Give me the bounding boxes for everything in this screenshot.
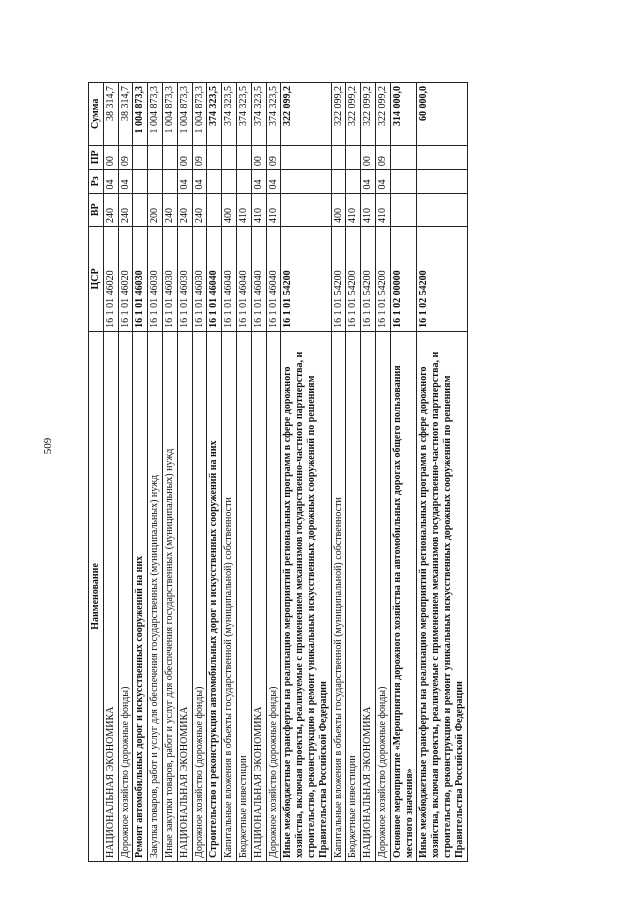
table-row bbox=[207, 83, 222, 862]
cell-rz bbox=[417, 170, 467, 193]
cell-rz bbox=[148, 170, 163, 193]
cell-rz: 04 bbox=[361, 170, 376, 193]
cell-rz bbox=[162, 170, 177, 193]
cell-sum: 374 323,5 bbox=[236, 83, 251, 146]
cell-sum: 322 099,2 bbox=[346, 83, 361, 146]
cell-sum: 374 323,5 bbox=[222, 83, 237, 146]
cell-pr bbox=[222, 145, 237, 170]
table-row bbox=[222, 83, 237, 862]
cell-vr: 240 bbox=[162, 193, 177, 226]
table-row bbox=[346, 83, 361, 862]
cell-sum: 374 323,5 bbox=[251, 83, 266, 146]
cell-sum: 1 004 873,3 bbox=[192, 83, 207, 146]
cell-pr bbox=[162, 145, 177, 170]
cell-name: Основное мероприятие «Мероприятия дорожного хозяйства на автомобильных дорогах общего пользования местного значения» bbox=[390, 331, 417, 861]
cell-rz: 04 bbox=[103, 170, 118, 193]
cell-name: Закупка товаров, работ и услуг для обеспечения государственных (муниципальных) нужд bbox=[148, 331, 163, 861]
cell-vr: 410 bbox=[251, 193, 266, 226]
cell-pr: 00 bbox=[177, 145, 192, 170]
cell-csr: 16 1 01 54200 bbox=[281, 226, 331, 331]
cell-rz: 04 bbox=[192, 170, 207, 193]
cell-rz bbox=[236, 170, 251, 193]
cell-pr bbox=[390, 145, 417, 170]
cell-csr: 16 1 01 46040 bbox=[236, 226, 251, 331]
header-name: Наименование bbox=[89, 331, 104, 861]
cell-sum: 1 004 873,3 bbox=[133, 83, 148, 146]
cell-pr: 00 bbox=[251, 145, 266, 170]
cell-vr bbox=[281, 193, 331, 226]
cell-name: Дорожное хозяйство (дорожные фонды) bbox=[118, 331, 133, 861]
cell-rz bbox=[222, 170, 237, 193]
cell-csr: 16 1 02 00000 bbox=[390, 226, 417, 331]
cell-csr: 16 1 01 54200 bbox=[375, 226, 390, 331]
cell-rz bbox=[390, 170, 417, 193]
cell-pr: 09 bbox=[266, 145, 281, 170]
cell-name: Иные межбюджетные трансферты на реализацию мероприятий региональных программ в сфере дорожного хозяйства, включая проекты, реализуемые с применением механизмов государственно-частного партнерства, и строительство, реконструкцию и ремонт уникальных искусственных дорожных сооружений по решениям Правительства Российской Федерации bbox=[281, 331, 331, 861]
page-number: 509 bbox=[42, 437, 54, 455]
cell-rz: 04 bbox=[118, 170, 133, 193]
cell-rz: 04 bbox=[177, 170, 192, 193]
cell-sum: 314 000,0 bbox=[390, 83, 417, 146]
table-row bbox=[133, 83, 148, 862]
cell-pr bbox=[236, 145, 251, 170]
cell-pr: 09 bbox=[192, 145, 207, 170]
cell-csr: 16 1 01 54200 bbox=[361, 226, 376, 331]
cell-rz bbox=[281, 170, 331, 193]
cell-csr: 16 1 01 46030 bbox=[148, 226, 163, 331]
header-sum: Сумма bbox=[89, 83, 104, 146]
cell-name: Капитальные вложения в объекты государственной (муниципальной) собственности bbox=[222, 331, 237, 861]
cell-vr bbox=[390, 193, 417, 226]
table-row bbox=[281, 83, 331, 862]
header-vr: ВР bbox=[89, 193, 104, 226]
cell-vr: 200 bbox=[148, 193, 163, 226]
cell-vr: 410 bbox=[236, 193, 251, 226]
cell-vr bbox=[207, 193, 222, 226]
cell-sum: 38 314,7 bbox=[118, 83, 133, 146]
cell-pr bbox=[148, 145, 163, 170]
cell-csr: 16 1 01 46020 bbox=[103, 226, 118, 331]
cell-sum: 374 323,5 bbox=[207, 83, 222, 146]
table-row bbox=[361, 83, 376, 862]
cell-vr: 240 bbox=[103, 193, 118, 226]
cell-pr bbox=[417, 145, 467, 170]
cell-name: Бюджетные инвестиции bbox=[346, 331, 361, 861]
table-row bbox=[192, 83, 207, 862]
cell-vr: 410 bbox=[346, 193, 361, 226]
cell-csr: 16 1 01 46040 bbox=[207, 226, 222, 331]
header-csr: ЦСР bbox=[89, 226, 104, 331]
table-row bbox=[103, 83, 118, 862]
table-row bbox=[177, 83, 192, 862]
cell-pr bbox=[331, 145, 346, 170]
cell-name: Строительство и реконструкция автомобильных дорог и искусственных сооружений на них bbox=[207, 331, 222, 861]
table-row bbox=[148, 83, 163, 862]
cell-sum: 322 099,2 bbox=[331, 83, 346, 146]
cell-rz: 04 bbox=[251, 170, 266, 193]
cell-rz: 04 bbox=[266, 170, 281, 193]
cell-rz: 04 bbox=[375, 170, 390, 193]
cell-name: НАЦИОНАЛЬНАЯ ЭКОНОМИКА bbox=[361, 331, 376, 861]
cell-name: Дорожное хозяйство (дорожные фонды) bbox=[192, 331, 207, 861]
budget-table bbox=[88, 82, 468, 862]
cell-rz bbox=[207, 170, 222, 193]
cell-csr: 16 1 01 46040 bbox=[222, 226, 237, 331]
cell-rz bbox=[331, 170, 346, 193]
cell-vr: 240 bbox=[118, 193, 133, 226]
cell-name: Капитальные вложения в объекты государственной (муниципальной) собственности bbox=[331, 331, 346, 861]
cell-sum: 1 004 873,3 bbox=[148, 83, 163, 146]
cell-pr: 09 bbox=[375, 145, 390, 170]
cell-csr: 16 1 01 46030 bbox=[162, 226, 177, 331]
cell-csr: 16 1 01 46020 bbox=[118, 226, 133, 331]
cell-vr: 400 bbox=[331, 193, 346, 226]
cell-csr: 16 1 01 46030 bbox=[177, 226, 192, 331]
header-pr: ПР bbox=[89, 145, 104, 170]
table-row bbox=[331, 83, 346, 862]
cell-csr: 16 1 01 46030 bbox=[133, 226, 148, 331]
cell-name: Ремонт автомобильных дорог и искусственных сооружений на них bbox=[133, 331, 148, 861]
cell-sum: 60 000,0 bbox=[417, 83, 467, 146]
cell-name: НАЦИОНАЛЬНАЯ ЭКОНОМИКА bbox=[103, 331, 118, 861]
table-row bbox=[118, 83, 133, 862]
cell-sum: 322 099,2 bbox=[281, 83, 331, 146]
cell-csr: 16 1 01 54200 bbox=[346, 226, 361, 331]
header-row bbox=[89, 83, 104, 862]
cell-sum: 1 004 873,3 bbox=[162, 83, 177, 146]
cell-sum: 1 004 873,3 bbox=[177, 83, 192, 146]
cell-name: Дорожное хозяйство (дорожные фонды) bbox=[375, 331, 390, 861]
table-row bbox=[375, 83, 390, 862]
cell-pr: 09 bbox=[118, 145, 133, 170]
cell-pr bbox=[207, 145, 222, 170]
cell-name: Иные закупки товаров, работ и услуг для обеспечения государственных (муниципальных) нужд bbox=[162, 331, 177, 861]
table-body bbox=[103, 83, 467, 862]
cell-vr: 240 bbox=[192, 193, 207, 226]
cell-name: Дорожное хозяйство (дорожные фонды) bbox=[266, 331, 281, 861]
cell-csr: 16 1 01 46040 bbox=[251, 226, 266, 331]
table-row bbox=[162, 83, 177, 862]
cell-vr: 410 bbox=[375, 193, 390, 226]
cell-sum: 374 323,5 bbox=[266, 83, 281, 146]
cell-name: НАЦИОНАЛЬНАЯ ЭКОНОМИКА bbox=[251, 331, 266, 861]
cell-pr bbox=[346, 145, 361, 170]
cell-pr bbox=[281, 145, 331, 170]
table-row bbox=[251, 83, 266, 862]
rotated-table-container bbox=[88, 82, 548, 862]
cell-rz bbox=[133, 170, 148, 193]
cell-vr: 400 bbox=[222, 193, 237, 226]
cell-csr: 16 1 01 46030 bbox=[192, 226, 207, 331]
table-row bbox=[266, 83, 281, 862]
cell-csr: 16 1 01 54200 bbox=[331, 226, 346, 331]
cell-csr: 16 1 02 54200 bbox=[417, 226, 467, 331]
cell-vr bbox=[133, 193, 148, 226]
cell-pr bbox=[133, 145, 148, 170]
cell-name: Иные межбюджетные трансферты на реализацию мероприятий региональных программ в сфере дорожного хозяйства, включая проекты, реализуемые с применением механизмов государственно-частного партнерства, и строительство, реконструкцию и ремонт уникальных искусственных дорожных сооружений по решениям Правительства Российской Федерации bbox=[417, 331, 467, 861]
header-rz: Рз bbox=[89, 170, 104, 193]
cell-sum: 322 099,2 bbox=[375, 83, 390, 146]
cell-pr: 00 bbox=[361, 145, 376, 170]
table-row bbox=[390, 83, 417, 862]
cell-sum: 38 314,7 bbox=[103, 83, 118, 146]
cell-csr: 16 1 01 46040 bbox=[266, 226, 281, 331]
cell-vr: 240 bbox=[177, 193, 192, 226]
cell-name: НАЦИОНАЛЬНАЯ ЭКОНОМИКА bbox=[177, 331, 192, 861]
cell-vr: 410 bbox=[361, 193, 376, 226]
cell-vr bbox=[417, 193, 467, 226]
cell-sum: 322 099,2 bbox=[361, 83, 376, 146]
cell-vr: 410 bbox=[266, 193, 281, 226]
cell-name: Бюджетные инвестиции bbox=[236, 331, 251, 861]
table-row bbox=[236, 83, 251, 862]
table-row bbox=[417, 83, 467, 862]
cell-pr: 00 bbox=[103, 145, 118, 170]
cell-rz bbox=[346, 170, 361, 193]
